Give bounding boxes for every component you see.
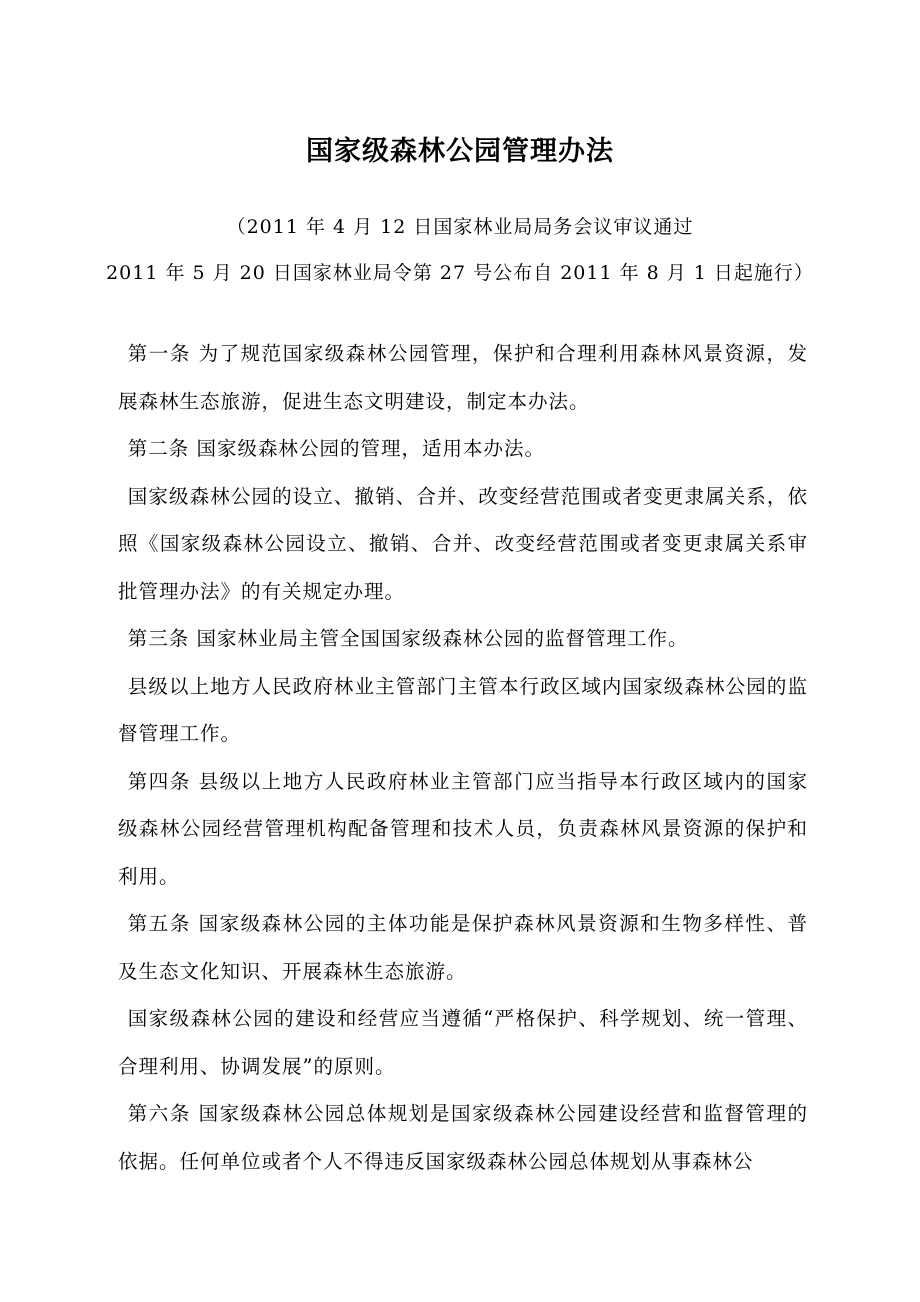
paragraph-article-5: 第五条 国家级森林公园的主体功能是保护森林风景资源和生物多样性、普及生态文化知识、开展森林生态旅游。 — [118, 912, 808, 983]
paragraph-article-3-detail: 县级以上地方人民政府林业主管部门主管本行政区域内国家级森林公园的监督管理工作。 — [118, 674, 808, 745]
paragraph-article-3: 第三条 国家林业局主管全国国家级森林公园的监督管理工作。 — [127, 627, 689, 650]
subtitle-line-1: （2011 年 4 月 12 日国家林业局局务会议审议通过 — [226, 216, 694, 238]
paragraph-article-4: 第四条 县级以上地方人民政府林业主管部门应当指导本行政区域内的国家级森林公园经营管理机构配备管理和技术人员，负责森林风景资源的保护和利用。 — [118, 769, 808, 888]
subtitle-line-2: 2011 年 5 月 20 日国家林业局令第 27 号公布自 2011 年 8 月 1 日起施行） — [106, 262, 814, 284]
document-title: 国家级森林公园管理办法 — [306, 136, 614, 167]
paragraph-article-2: 第二条 国家级森林公园的管理，适用本办法。 — [127, 437, 545, 460]
paragraph-article-1: 第一条 为了规范国家级森林公园管理，保护和合理利用森林风景资源，发展森林生态旅游，促进生态文明建设，制定本办法。 — [118, 342, 808, 413]
paragraph-article-2-detail: 国家级森林公园的设立、撤销、合并、改变经营范围或者变更隶属关系，依照《国家级森林公园设立、撤销、合并、改变经营范围或者变更隶属关系审批管理办法》的有关规定办理。 — [118, 484, 808, 603]
paragraph-article-5-detail: 国家级森林公园的建设和经营应当遵循“严格保护、科学规划、统一管理、合理利用、协调发展”的原则。 — [118, 1007, 808, 1078]
paragraph-article-6: 第六条 国家级森林公园总体规划是国家级森林公园建设经营和监督管理的依据。任何单位或者个人不得违反国家级森林公园总体规划从事森林公 — [118, 1102, 808, 1173]
document-body — [118, 330, 808, 1185]
